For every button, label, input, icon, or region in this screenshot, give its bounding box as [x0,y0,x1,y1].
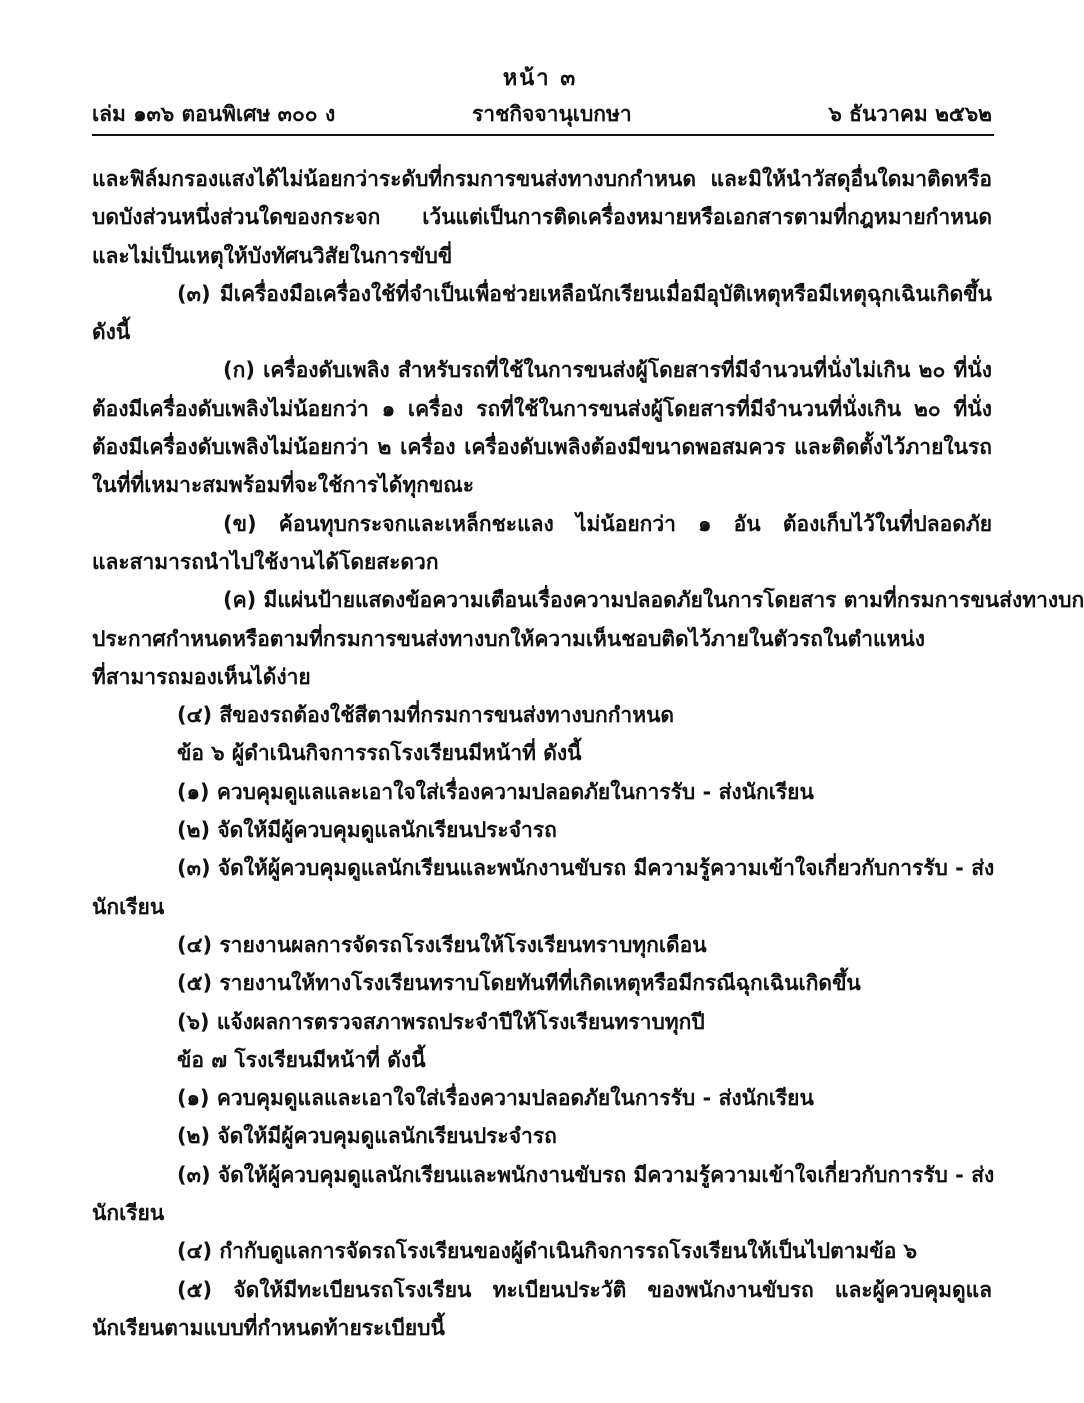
text-line: (๖) แจ้งผลการตรวจสภาพรถประจำปีให้โรงเรียนทราบทุกปี [177,1009,705,1034]
text-line: (๕) จัดให้มีทะเบียนรถโรงเรียน ทะเบียนประวัติ ของพนักงานขับรถ และผู้ควบคุมดูแล [177,1277,992,1302]
text-line: (๓) มีเครื่องมือเครื่องใช้ที่จำเป็นเพื่อช่วยเหลือนักเรียนเมื่อมีอุบัติเหตุหรือมีเหตุฉุกเฉินเกิดขึ้น [177,281,992,306]
header-volume: เล่ม ๑๓๖ ตอนพิเศษ ๓๐๐ ง [92,102,336,126]
text-line: และฟิล์มกรองแสงได้ไม่น้อยกว่าระดับที่กรมการขนส่งทางบกกำหนด และมิให้นำวัสดุอื่นใดมาติดหรือ [92,167,992,191]
text-line: ประกาศกำหนดหรือตามที่กรมการขนส่งทางบกให้ความเห็นชอบติดไว้ภายในตัวรถในตำแหน่ง [92,626,926,651]
text-line: (๔) กำกับดูแลการจัดรถโรงเรียนของผู้ดำเนินกิจการรถโรงเรียนให้เป็นไปตามข้อ ๖ [177,1239,917,1264]
text-line: (๕) รายงานให้ทางโรงเรียนทราบโดยทันทีที่เกิดเหตุหรือมีกรณีฉุกเฉินเกิดขึ้น [177,971,861,996]
header-date: ๖ ธันวาคม ๒๕๖๒ [828,102,992,126]
text-line: (๓) จัดให้ผู้ควบคุมดูแลนักเรียนและพนักงานขับรถ มีความรู้ความเข้าใจเกี่ยวกับการรับ - ส่ง [177,1162,995,1187]
text-line: (ข) ค้อนทุบกระจกและเหล็กชะแลง ไม่น้อยกว่า ๑ อัน ต้องเก็บไว้ในที่ปลอดภัย [223,511,992,536]
text-line: (๒) จัดให้มีผู้ควบคุมดูแลนักเรียนประจำรถ [177,1124,557,1149]
text-line: (ค) มีแผ่นป้ายแสดงข้อความเตือนเรื่องความปลอดภัยในการโดยสาร ตามที่กรมการขนส่งทางบก [223,588,1084,613]
text-line: นักเรียน [92,1201,165,1226]
text-line: นักเรียน [92,894,165,919]
text-line: และไม่เป็นเหตุให้บังทัศนวิสัยในการขับขี่ [92,243,453,268]
header-publication: ราชกิจจานุเบกษา [472,102,632,126]
text-line: ข้อ ๗ โรงเรียนมีหน้าที่ ดังนี้ [177,1047,426,1072]
text-line: ข้อ ๖ ผู้ดำเนินกิจการรถโรงเรียนมีหน้าที่ ดังนี้ [177,741,582,766]
text-line: และสามารถนำไปใช้งานได้โดยสะดวก [92,549,439,574]
text-line: (๒) จัดให้มีผู้ควบคุมดูแลนักเรียนประจำรถ [177,818,557,843]
header-divider [92,134,994,136]
text-line: นักเรียนตามแบบที่กำหนดท้ายระเบียบนี้ [92,1315,445,1340]
document-body [92,160,1084,1347]
text-line: ที่สามารถมองเห็นได้ง่าย [92,664,311,689]
text-line: (๑) ควบคุมดูแลและเอาใจใส่เรื่องความปลอดภัยในการรับ - ส่งนักเรียน [177,779,814,804]
text-line: (๓) จัดให้ผู้ควบคุมดูแลนักเรียนและพนักงานขับรถ มีความรู้ความเข้าใจเกี่ยวกับการรับ - ส่ง [177,856,995,881]
text-line: บดบังส่วนหนึ่งส่วนใดของกระจก เว้นแต่เป็นการติดเครื่องหมายหรือเอกสารตามที่กฎหมายกำหนด [92,205,992,230]
text-line: (ก) เครื่องดับเพลิง สำหรับรถที่ใช้ในการขนส่งผู้โดยสารที่มีจำนวนที่นั่งไม่เกิน ๒๐ ที่นั่ง [223,358,992,383]
text-line: ในที่ที่เหมาะสมพร้อมที่จะใช้การได้ทุกขณะ [92,473,475,498]
page-number: หน้า ๓ [502,66,578,91]
text-line: ดังนี้ [92,320,131,345]
text-line: ต้องมีเครื่องดับเพลิงไม่น้อยกว่า ๒ เครื่อง เครื่องดับเพลิงต้องมีขนาดพอสมควร และติดตั้งไว้ภายในรถ [92,435,992,460]
text-line: ต้องมีเครื่องดับเพลิงไม่น้อยกว่า ๑ เครื่อง รถที่ใช้ในการขนส่งผู้โดยสารที่มีจำนวนที่นั่งเกิน ๒๐ ที่นั่ง [92,396,992,421]
text-line: (๔) สีของรถต้องใช้สีตามที่กรมการขนส่งทางบกกำหนด [177,703,675,728]
gazette-header [92,98,992,132]
text-line: (๔) รายงานผลการจัดรถโรงเรียนให้โรงเรียนทราบทุกเดือน [177,932,707,957]
text-line: (๑) ควบคุมดูแลและเอาใจใส่เรื่องความปลอดภัยในการรับ - ส่งนักเรียน [177,1086,814,1111]
